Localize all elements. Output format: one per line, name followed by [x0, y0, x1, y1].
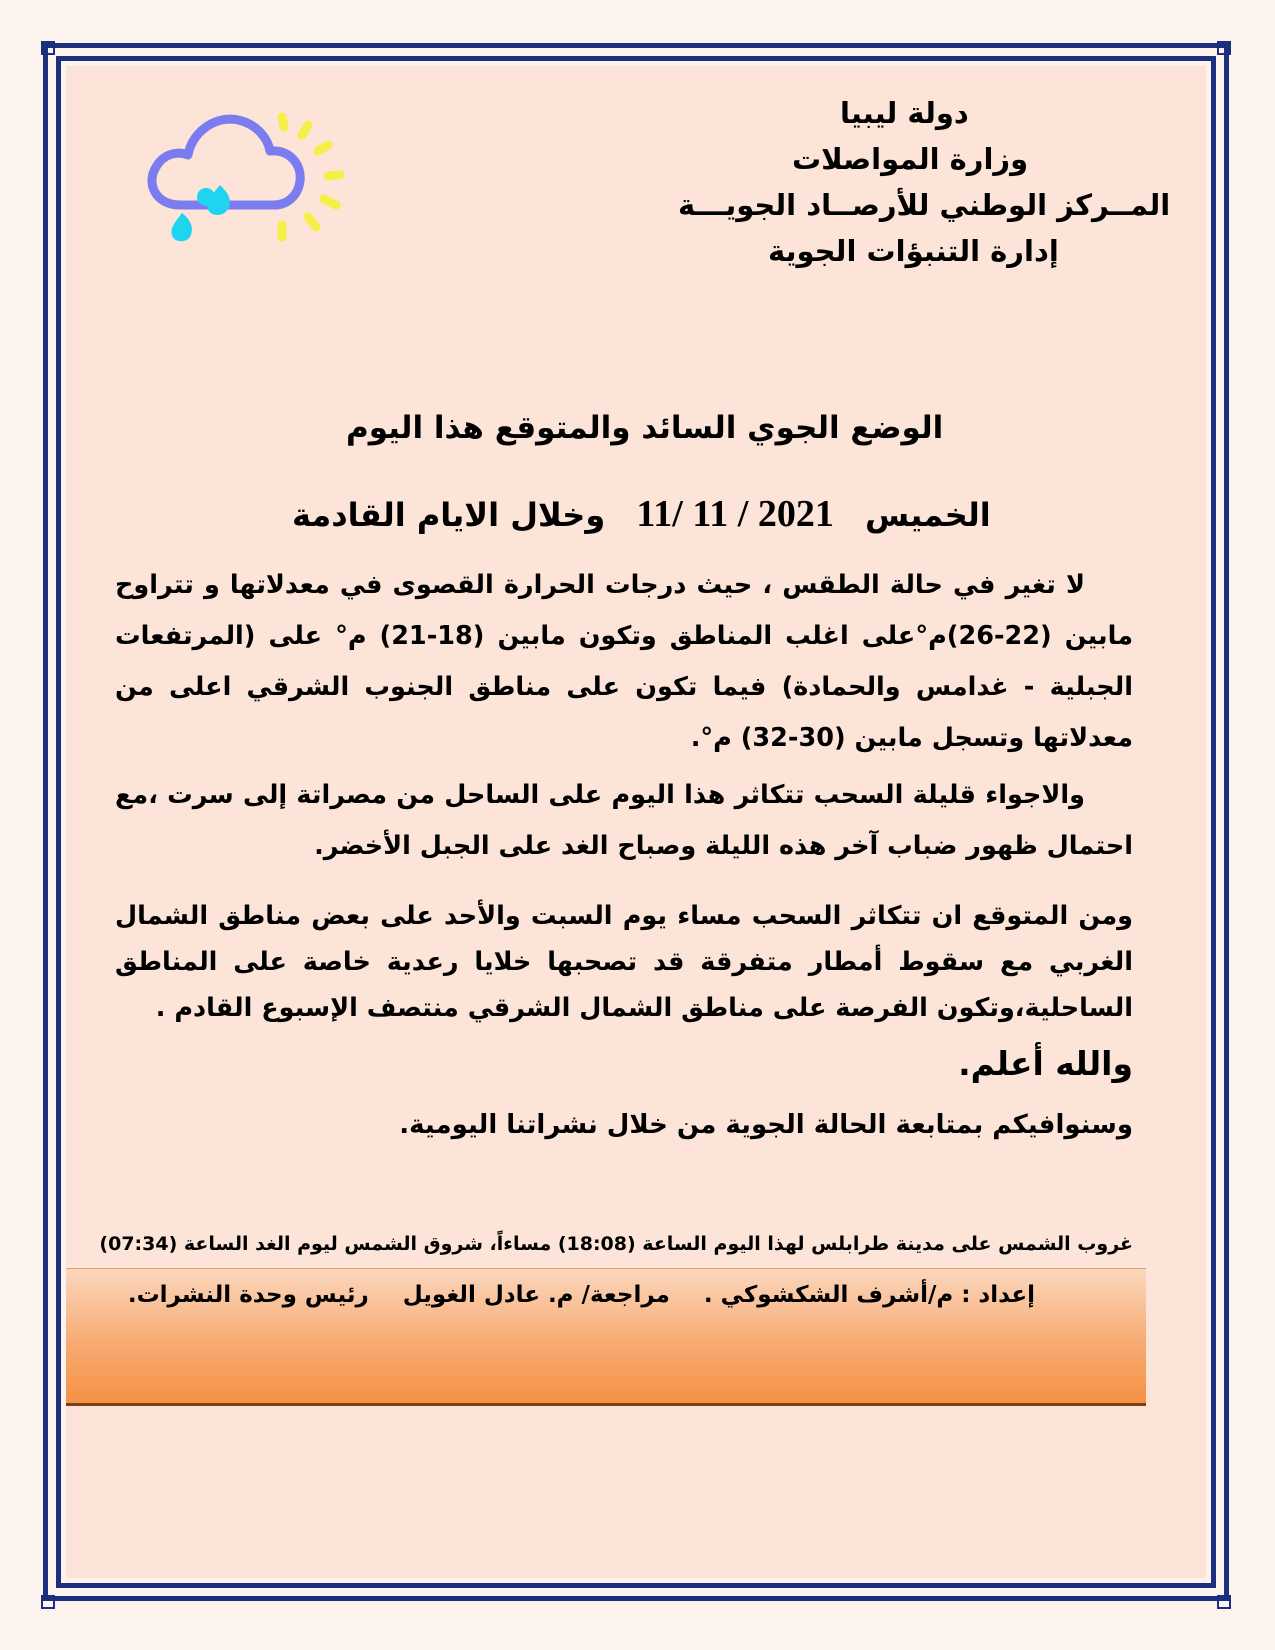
credit-reviewed: مراجعة/ م. عادل الغويل — [402, 1282, 670, 1308]
frame-corner — [41, 41, 55, 55]
forecast-day: الخميس — [864, 496, 991, 534]
header-department: إدارة التنبؤات الجوية — [768, 234, 1059, 268]
forecast-paragraph-clouds: والاجواء قليلة السحب تتكاثر هذا اليوم على الساحل من مصراتة إلى سرت ،مع احتمال ظهور ضباب آخر هذه الليلة وصباح الغد على الجبل الأخضر. — [115, 780, 1133, 861]
header-center: المــركز الوطني للأرصــاد الجويـــة — [678, 188, 1171, 222]
cloud-rain-sun-icon — [140, 105, 355, 255]
followup-note: وسنوافيكم بمتابعة الحالة الجوية من خلال نشراتنا اليومية. — [399, 1110, 1133, 1140]
header-ministry: وزارة المواصلات — [792, 142, 1029, 176]
credits — [128, 1282, 1035, 1308]
closing-phrase: والله أعلم. — [958, 1044, 1133, 1083]
frame-corner — [1217, 1595, 1231, 1609]
page-title: الوضع الجوي السائد والمتوقع هذا اليوم — [346, 410, 944, 446]
forecast-paragraph-outlook: ومن المتوقع ان تتكاثر السحب مساء يوم السبت والأحد على بعض مناطق الشمال الغربي مع سقوط أمطار متفرقة قد تصحبها خلايا رعدية خاصة على المناطق الساحلية،وتكون الفرصة على مناطق الشمال الشرقي منتصف الإسبوع القادم . — [115, 901, 1133, 1023]
sun-rays-icon — [282, 117, 340, 237]
credit-prepared: إعداد : م/أشرف الشكشوكي . — [703, 1282, 1035, 1308]
forecast-date: 11/ 11 / 2021 — [636, 493, 834, 535]
header-state: دولة ليبيا — [840, 96, 969, 130]
forecast-date-title — [292, 492, 991, 536]
forecast-paragraph-temperatures: لا تغير في حالة الطقس ، حيث درجات الحرارة القصوى في معدلاتها و تتراوح مابين (22-26)م°على اغلب المناطق وتكون مابين (18-21) م° على (المرتفعات الجبلية - غدامس والحمادة) فيما تكون على مناطق الجنوب الشرقي اعلى من معدلاتها وتسجل مابين (30-32) م°. — [115, 570, 1134, 753]
frame-corner — [1217, 41, 1231, 55]
forecast-suffix: وخلال الايام القادمة — [292, 496, 606, 534]
sunset-sunrise-times: غروب الشمس على مدينة طرابلس لهذا اليوم الساعة (18:08) مساءاً، شروق الشمس ليوم الغد الساعة (07:34) — [99, 1233, 1133, 1255]
credit-role: رئيس وحدة النشرات. — [127, 1282, 369, 1308]
frame-corner — [41, 1595, 55, 1609]
rain-drops-icon — [171, 185, 229, 241]
